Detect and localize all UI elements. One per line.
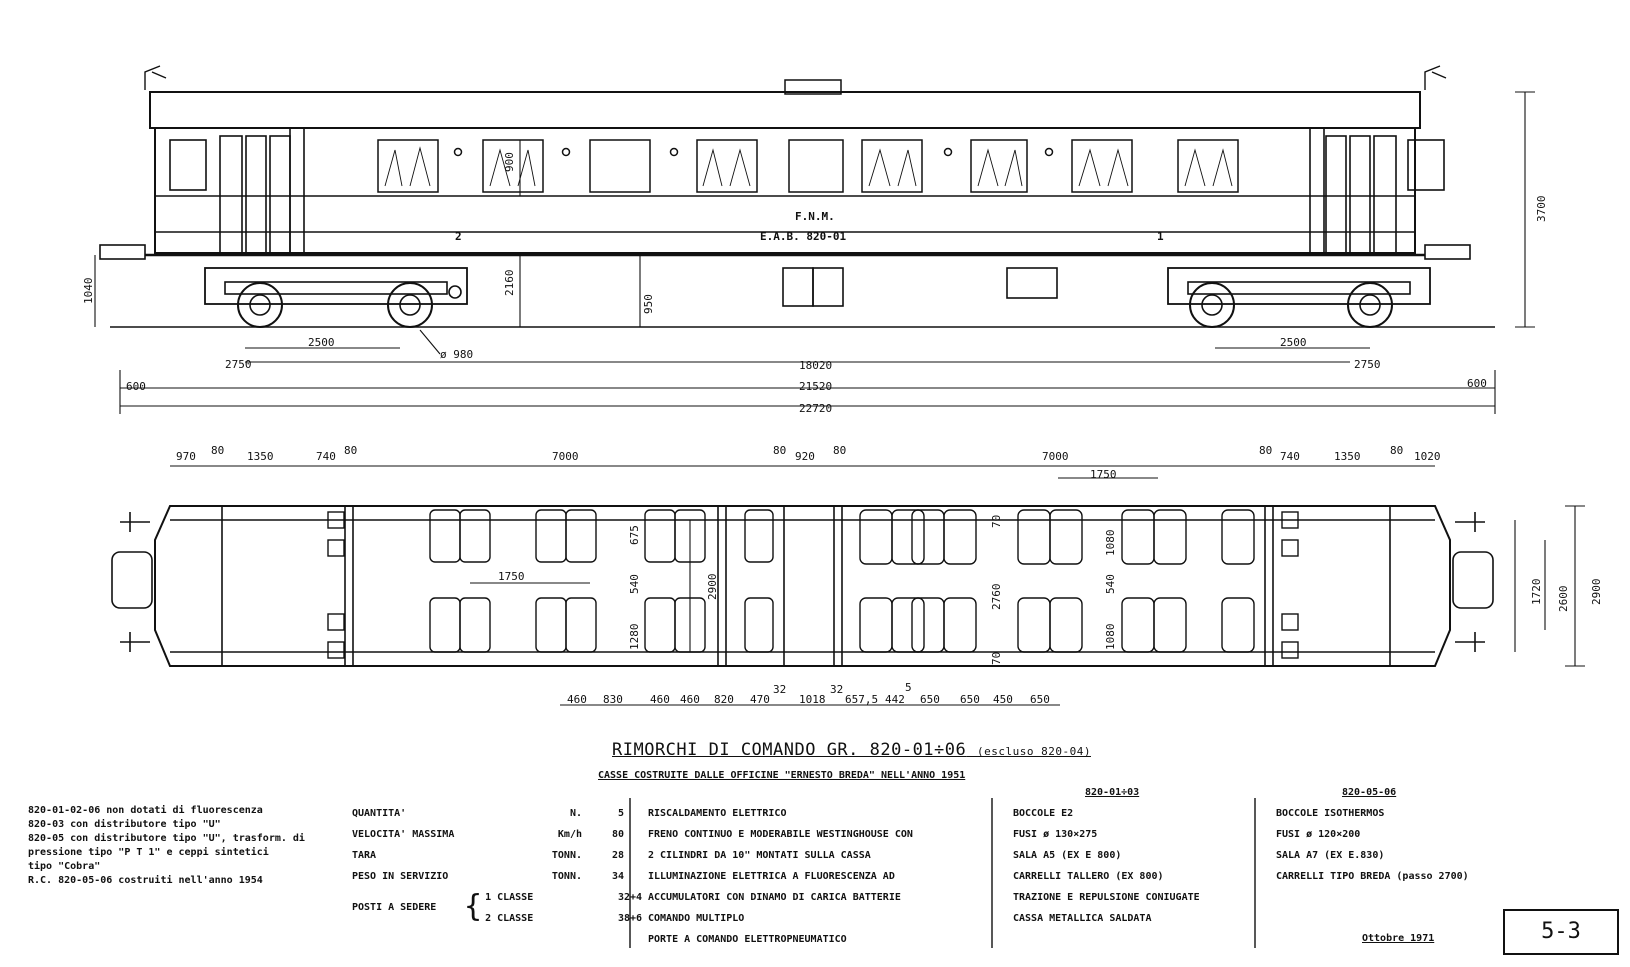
drawing-subtitle: CASSE COSTRUITE DALLE OFFICINE "ERNESTO BREDA" NELL'ANNO 1951 (598, 770, 966, 781)
equipment-line: COMANDO MULTIPLO (648, 913, 745, 924)
dim-width-1720: 1720 (1530, 578, 1543, 605)
dim-label: 920 (795, 450, 815, 463)
dim-label: 830 (603, 693, 623, 706)
dim-label: 80 (833, 444, 847, 457)
variant-a-line: SALA A5 (EX E 800) (1013, 850, 1122, 861)
title-main: RIMORCHI DI COMANDO GR. 820-01÷06 (612, 740, 967, 760)
dim-label: 460 (650, 693, 670, 706)
dim-label: 1080 (1104, 623, 1117, 650)
dim-label: 1020 (1414, 450, 1441, 463)
note-line: tipo "Cobra" (28, 861, 101, 872)
dim-label: 650 (960, 693, 980, 706)
railway-mark: F.N.M. (795, 210, 835, 223)
dim-end-pivot-right: 2750 (1354, 358, 1381, 371)
spec-unit: N. (569, 808, 582, 819)
note-line: R.C. 820-05-06 costruiti nell'anno 1954 (28, 875, 263, 886)
variant-a-line: CASSA METALLICA SALDATA (1013, 913, 1152, 924)
dim-label: 460 (567, 693, 587, 706)
equipment-line: RISCALDAMENTO ELETTRICO (648, 808, 787, 819)
equipment-list (648, 803, 913, 950)
car-number: E.A.B. 820-01 (760, 230, 847, 243)
dim-length-over-buffers: 22720 (799, 402, 833, 415)
dim-label: 650 (1030, 693, 1050, 706)
dim-label: 450 (993, 693, 1013, 706)
dim-label: 80 (211, 444, 225, 457)
spec-unit: Km/h (557, 829, 582, 840)
seats-value-1: 32+4 (617, 892, 643, 903)
dim-height-2160: 2160 (503, 269, 516, 296)
dim-pivot-distance: 18020 (799, 359, 833, 372)
dim-label: 32 (830, 683, 844, 696)
dim-wheelbase-right: 2500 (1280, 336, 1307, 349)
plan-inner-dims (628, 515, 1117, 665)
variant-a-heading: 820-01÷03 (1085, 787, 1140, 798)
variant-b-line: SALA A7 (EX E.830) (1276, 850, 1385, 861)
dim-label: 2760 (990, 583, 1003, 610)
seats-value-2: 38+6 (617, 913, 643, 924)
dim-wheelbase-left: 2500 (308, 336, 335, 349)
bogie-right (1168, 268, 1430, 327)
dim-label: 1018 (799, 693, 826, 706)
dim-label: 740 (1280, 450, 1300, 463)
seats (328, 510, 1298, 658)
note-line: 820-01-02-06 non dotati di fluorescenza (28, 805, 263, 816)
note-line: 820-05 con distributore tipo "U", trasform. di (28, 833, 305, 844)
drawing-date: Ottobre 1971 (1362, 933, 1435, 944)
spec-table (352, 803, 642, 929)
equipment-line: ILLUMINAZIONE ELETTRICA A FLUORESCENZA AD (648, 871, 895, 882)
dim-label: 70 (990, 651, 1003, 665)
spec-unit: TONN. (551, 850, 582, 861)
dim-label: 540 (1104, 574, 1117, 594)
equipment-line: PORTE A COMANDO ELETTROPNEUMATICO (648, 934, 847, 945)
dim-height-950: 950 (642, 294, 655, 314)
end-label-1: 1 (1157, 230, 1164, 243)
dim-height-3700: 3700 (1535, 195, 1548, 222)
seats-class-2: 2 CLASSE (485, 913, 534, 924)
dim-pitch-left: 1750 (498, 570, 525, 583)
dim-pitch-top: 1750 (1090, 468, 1117, 481)
drawing-title (612, 740, 1091, 760)
spec-value: 28 (611, 850, 624, 861)
dim-label: 740 (316, 450, 336, 463)
dim-label: 80 (773, 444, 787, 457)
side-elevation (145, 66, 1446, 255)
spec-row (352, 866, 642, 887)
variant-a-line: BOCCOLE E2 (1013, 808, 1074, 819)
end-label-2: 2 (455, 230, 462, 243)
dim-body-length: 21520 (799, 380, 833, 393)
dim-label: 80 (1259, 444, 1273, 457)
dim-label: 70 (990, 514, 1003, 528)
dim-label: 970 (176, 450, 196, 463)
seats-row (352, 887, 642, 929)
dim-label: 1080 (1104, 529, 1117, 556)
variant-b-line: BOCCOLE ISOTHERMOS (1276, 808, 1385, 819)
variant-a-list (1013, 803, 1200, 929)
seats-values (600, 887, 642, 929)
dim-label: 2900 (706, 573, 719, 600)
equipment-line: 2 CILINDRI DA 10" MONTATI SULLA CASSA (648, 850, 871, 861)
dim-label: 470 (750, 693, 770, 706)
dim-width-2900: 2900 (1590, 578, 1603, 605)
spec-key: VELOCITA' MASSIMA (352, 829, 455, 840)
plan-dimension-lines (170, 466, 1585, 705)
dim-overhang-left: 600 (126, 380, 146, 393)
dim-height-900: 900 (503, 152, 516, 172)
variant-b-line: CARRELLI TIPO BREDA (passo 2700) (1276, 871, 1469, 882)
spec-row (352, 824, 642, 845)
dim-label: 7000 (1042, 450, 1069, 463)
variant-b-heading: 820-05-06 (1342, 787, 1397, 798)
spec-key: TARA (352, 850, 377, 861)
brace-glyph: { (464, 889, 483, 924)
spec-value: 80 (611, 829, 624, 840)
spec-row (352, 803, 642, 824)
plan-top-dims (176, 444, 1441, 463)
variant-a-line: TRAZIONE E REPULSIONE CONIUGATE (1013, 892, 1200, 903)
variant-b-list (1276, 803, 1469, 887)
dim-width-2600: 2600 (1557, 585, 1570, 612)
spec-value: 34 (611, 871, 624, 882)
variant-b-line: FUSI ø 120×200 (1276, 829, 1361, 840)
dim-label: 7000 (552, 450, 579, 463)
dim-label: 80 (1390, 444, 1404, 457)
dim-label: 460 (680, 693, 700, 706)
equipment-line: FRENO CONTINUO E MODERABILE WESTINGHOUSE CON (648, 829, 913, 840)
dim-label: 657,5 (845, 693, 879, 706)
seats-class-1: 1 CLASSE (485, 892, 534, 903)
dim-label: 1350 (247, 450, 274, 463)
seats-label: POSTI A SEDERE (352, 902, 437, 913)
spec-key: QUANTITA' (352, 808, 407, 819)
spec-unit: TONN. (551, 871, 582, 882)
title-qualifier: (escluso 820-04) (977, 745, 1091, 758)
variant-notes (28, 804, 305, 888)
dim-label: 675 (628, 525, 641, 545)
dim-end-pivot-left: 2750 (225, 358, 252, 371)
dim-label: 650 (920, 693, 940, 706)
spec-key: PESO IN SERVIZIO (352, 871, 449, 882)
dim-label: 1280 (628, 623, 641, 650)
spec-row (352, 845, 642, 866)
variant-a-line: CARRELLI TALLERO (EX 800) (1013, 871, 1164, 882)
dim-label: 5 (905, 681, 912, 694)
note-line: 820-03 con distributore tipo "U" (28, 819, 221, 830)
dim-label: 1350 (1334, 450, 1361, 463)
dim-label: 540 (628, 574, 641, 594)
dim-label: 820 (714, 693, 734, 706)
plan-bottom-dims (567, 681, 1050, 706)
bogie-left (205, 268, 467, 327)
equipment-line: ACCUMULATORI CON DINAMO DI CARICA BATTERIE (648, 892, 901, 903)
dim-label: 442 (885, 693, 905, 706)
dim-label: 80 (344, 444, 358, 457)
note-line: pressione tipo "P T 1" e ceppi sintetici (28, 847, 269, 858)
dim-overhang-right: 600 (1467, 377, 1487, 390)
dim-height-1040: 1040 (82, 277, 95, 304)
wheel-diameter: ø 980 (440, 348, 474, 361)
seats-classes (485, 887, 600, 929)
sheet-number: 5-3 (1503, 909, 1619, 955)
variant-a-line: FUSI ø 130×275 (1013, 829, 1098, 840)
spec-value: 5 (617, 808, 624, 819)
dim-label: 32 (773, 683, 787, 696)
